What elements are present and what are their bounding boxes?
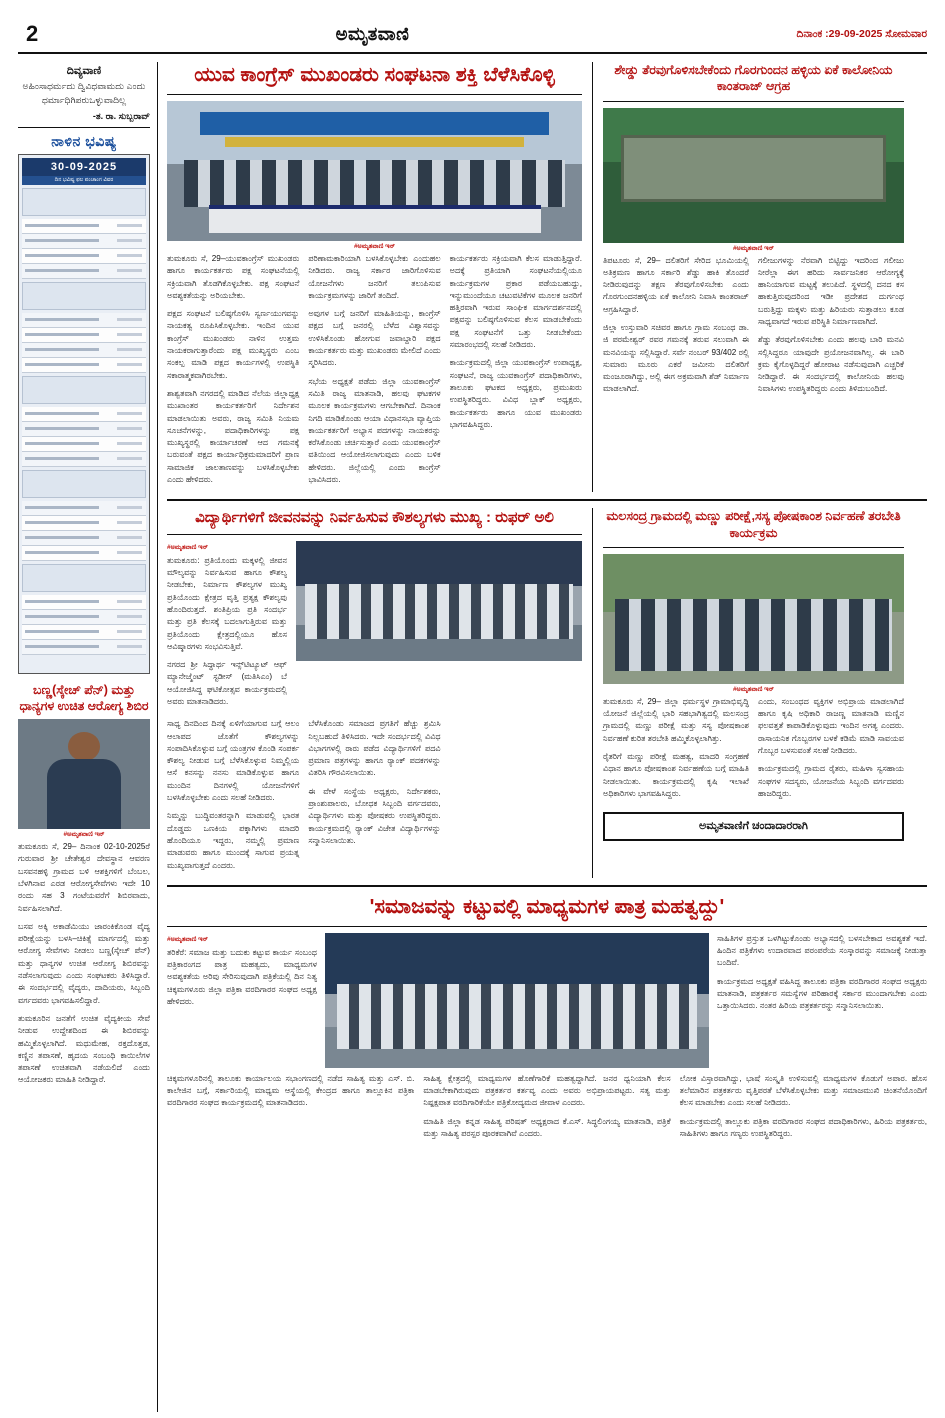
subscription-ad[interactable]: ಅಮೃತವಾಣಿಗೆ ಚಂದಾದಾರರಾಗಿ <box>603 812 904 841</box>
bottom-photo-wrap <box>325 933 709 1068</box>
horoscope-block <box>22 564 146 592</box>
horoscope-row <box>22 516 146 531</box>
paragraph: ಜಿಲ್ಲಾ ಉಸ್ತುವಾರಿ ಸಚಿವರ ಹಾಗೂ ಗ್ರಾಮ ಸಂಬಂಧ ಡಾ. ಜಿ ಪರಮೇಶ್ವರ್ ರವರ ಗಮನಕ್ಕೆ ತರುವ ಸಲುವಾಗಿ ಈ ಮನವಿಯನ್ನು ಸಲ್ಲಿಸಿದ್ದಾರೆ. ಸರ್ವೆ ನಂಬರ್ 93/402 ರಲ್ಲಿ ಸುಮಾರು ಮೂರು ಎಕರೆ ಜಮೀನು ದಲಿತರಿಗೆ ಮಂಜೂರಾಗಿದ್ದು, ಅಲ್ಲಿ ಈಗ ಅಕ್ರಮವಾಗಿ ಶೆಡ್ ನಿರ್ಮಾಣ ಮಾಡಲಾಗಿದೆ. <box>603 322 749 394</box>
mid-column-3 <box>308 718 440 878</box>
paragraph: ಕಾರ್ಯಕ್ರಮದಲ್ಲಿ ಜಿಲ್ಲಾ ಯುವಕಾಂಗ್ರೆಸ್ ಉಪಾಧ್ಯಕ್ಷ, ಸಂಘಟನೆ, ರಾಜ್ಯ ಯುವಕಾಂಗ್ರೆಸ್ ಪದಾಧಿಕಾರಿಗಳು, ತಾಲೂಕು ಘಟಕದ ಅಧ್ಯಕ್ಷರು, ಪ್ರಮುಖರು ಉಪಸ್ಥಿತರಿದ್ದರು. ವಿವಿಧ ಬ್ಲಾಕ್ ಅಧ್ಯಕ್ಷರು, ಕಾರ್ಯಕರ್ತರು ಹಾಗೂ ಯುವ ಮುಖಂಡರು ಭಾಗವಹಿಸಿದ್ದರು. <box>449 358 582 429</box>
paragraph: ತುಮಕೂರು: ಪ್ರತಿಯೊಂದು ಮಕ್ಕಳಲ್ಲಿ ಜೀವನ ಮೌಲ್ಯವನ್ನು ನಿರ್ವಹಿಸುವ ಹಾಗೂ ಕೌಶಲ್ಯ ನೀಡಬೇಕು, ನಿರ್ಮಾಣ ಕೌಶಲ್ಯಗಳ ಮುಖ್ಯ ಪ್ರತಿಯೊಂದು ಕ್ಷೇತ್ರದ ವೃತ್ತಿ ಪ್ರತ್ಯಕ್ಷ ಕೌಶಲ್ಯವು ಹೊಂದಿರುತ್ತದೆ. ಶಂತಿಪ್ರಿಯ ಪ್ರತಿ ಸಂದರ್ಭ ಮತ್ತು ಪ್ರತಿ ಕೆಲಸಕ್ಕೆ ಬದಲಾಗುತ್ತಿರುವ ಮತ್ತು ಪ್ರತಿಯೊಂದು ಕ್ಷೇತ್ರದಲ್ಲಿಯೂ ಹೊಸ ಆವಿಷ್ಕಾರಗಳು ಸಂಭವಿಸುತ್ತಿವೆ. <box>167 555 287 651</box>
lead-column-2 <box>308 253 440 492</box>
bottom-column-3 <box>423 1073 670 1146</box>
paragraph: ರೈತರಿಗೆ ಮಣ್ಣು ಪರೀಕ್ಷೆ ಮಹತ್ವ, ಮಾದರಿ ಸಂಗ್ರಹಣೆ ವಿಧಾನ ಹಾಗೂ ಪೋಷಕಾಂಶ ನಿರ್ವಹಣೆಯ ಬಗ್ಗೆ ಮಾಹಿತಿ ನೀಡಲಾಯಿತು. ಕಾರ್ಯಕ್ರಮದಲ್ಲಿ ಕೃಷಿ ಇಲಾಖೆ ಅಧಿಕಾರಿಗಳು ಭಾಗವಹಿಸಿದ್ದರು. <box>603 752 749 798</box>
bottom-body <box>167 1073 927 1146</box>
masthead <box>18 20 927 54</box>
horoscope-row <box>22 249 146 264</box>
mid-column-1 <box>167 541 287 714</box>
paragraph: ತುಮಕೂರು ಸೆ, 29–ಯುವಕಾಂಗ್ರೆಸ್ ಮುಖಂಡರು ಹಾಗೂ ಕಾರ್ಯಕರ್ತರು ಪಕ್ಷ ಸಂಘಟನೆಯಲ್ಲಿ ಸಕ್ರಿಯವಾಗಿ ತೊಡಗಿಕೊಳ್ಳಬೇಕು. ಪಕ್ಷ ಸಂಘಟನೆ ಅವಶ್ಯಕತೆಯನ್ನು ಅರಿಯಬೇಕು. <box>167 254 300 300</box>
health-camp-headline: ಬಣ್ಣ(ಸ್ಕೇಚ್ ಪೆನ್) ಮತ್ತು ಧಾನ್ಯಗಳ ಉಚಿತ ಆರೋಗ್ಯ ಶಿಬಿರ <box>19 682 149 713</box>
paragraph: ಎಂದು, ಸಂಬಂಧದ ವ್ಯಕ್ತಿಗಳ ಅಭಿಪ್ರಾಯ ಮಾಡಲಾಗಿದೆ ಹಾಗೂ ಕೃಷಿ ಅಧಿಕಾರಿ ರಾಜಣ್ಣ ಮಾತನಾಡಿ ಮಣ್ಣಿನ ಫಲವತ್ತತೆ ಕಾಪಾಡಿಕೊಳ್ಳುವುದು ಇಂದಿನ ಅಗತ್ಯ ಎಂದರು. ರಾಸಾಯನಿಕ ಗೊಬ್ಬರಗಳ ಬಳಕೆ ಕಡಿಮೆ ಮಾಡಿ ಸಾವಯವ ಗೊಬ್ಬರ ಬಳಸುವಂತೆ ಸಲಹೆ ನೀಡಿದರು. <box>758 696 904 756</box>
mid-story <box>167 508 582 878</box>
paragraph: ಕಾರ್ಯಕ್ರಮದಲ್ಲಿ ತಾಲ್ಲೂಕು ಪತ್ರಿಕಾ ವರದಿಗಾರರ ಸಂಘದ ಪದಾಧಿಕಾರಿಗಳು, ಹಿರಿಯ ಪತ್ರಕರ್ತರು, ಸಾಹಿತಿಗಳು ಹಾಗೂ ಗಣ್ಯರು ಉಪಸ್ಥಿತರಿದ್ದರು. <box>679 1116 927 1139</box>
mid-column-2 <box>167 718 299 878</box>
bottom-column-5 <box>680 1073 927 1146</box>
left-column <box>18 62 158 1412</box>
paragraph: ತುಮಕೂರು ಸೆ, 29– ಜಿಲ್ಲಾ ಧರ್ಮಸ್ಥಳ ಗ್ರಾಮಾಭಿವೃದ್ಧಿ ಯೋಜನೆ ಜಿಲ್ಲೆಯಲ್ಲಿ ಭಾರಿ ಸಹಭಾಗಿತ್ವದಲ್ಲಿ ಮಲಸಂದ್ರ ಗ್ರಾಮದಲ್ಲಿ ಮಣ್ಣು ಪರೀಕ್ಷೆ ಮತ್ತು ಸಸ್ಯ ಪೋಷಕಾಂಶ ನಿರ್ವಹಣೆ ಕುರಿತ ತರಬೇತಿ ಹಮ್ಮಿಕೊಳ್ಳಲಾಗಿತ್ತು. <box>603 696 749 743</box>
horoscope-row <box>22 437 146 452</box>
horoscope-row <box>22 546 146 561</box>
paragraph: ನಗರದ ಶ್ರೀ ಸಿದ್ಧಾರ್ಥ ಇನ್ಸ್‌ಟಿಟ್ಯೂಟ್ ಆಫ್ ಮ್ಯಾನೇಜ್ಮೆಂಟ್ ಸ್ಟಡೀಸ್ (ಮತಿಸಿಎಂ) ಬೆ ಆಯೋಜಿಸಿದ್ದ ಘಟಿಕೋತ್ಸವ ಕಾರ್ಯಕ್ರಮದಲ್ಲಿ ಅವರು ಮಾತನಾಡಿದರು. <box>167 660 287 706</box>
horoscope-row <box>22 422 146 437</box>
right-mid-photo <box>603 554 904 684</box>
right-mid-column-2 <box>758 696 904 806</box>
nalina-bhavishya-title: ನಾಳಿನ ಭವಿಷ್ಯ <box>51 132 117 149</box>
paragraph: ಬೆಳೆಸಿಕೊಂಡು ಸಮಾಜದ ಪ್ರಗತಿಗೆ ಹೆಚ್ಚು ಶ್ರಮಿಸಿ ನಿಲ್ಲಬಹುದೆ ತಿಳಿಸಿದರು. ಇದೇ ಸಂದರ್ಭದಲ್ಲಿ ವಿವಿಧ ವಿಭಾಗಗಳಲ್ಲಿ ರಾರು ಪಡೆದ ವಿದ್ಯಾರ್ಥಿಗಳಿಗೆ ಪದವಿ ಪ್ರಮಾಣ ಪತ್ರಗಳನ್ನು ಹಾಗೂ ರ‍್ಯಾಂಕ್ ಪದಕಗಳನ್ನು ವಿತರಿಸಿ ಗೌರವಿಸಲಾಯಿತು. <box>308 719 441 778</box>
photo-caption: #ಅಮೃತವಾಣಿ ಇನ್ <box>167 935 209 943</box>
mid-photo-wrap <box>296 541 582 714</box>
photo-caption: #ಅಮೃತವಾಣಿ ಇನ್ <box>353 243 396 250</box>
paragraph: ಶೆಡ್ಡು ತೆರವುಗೊಳಿಸಬೇಕು ಎಂದು ಹಲವು ಬಾರಿ ಮನವಿ ಸಲ್ಲಿಸಿದ್ದರೂ ಯಾವುದೇ ಪ್ರಯೋಜನವಾಗಿಲ್ಲ. ಈ ಬಾರಿ ಕ್ರಮ ಕೈಗೊಳ್ಳದಿದ್ದರೆ ಹೋರಾಟ ನಡೆಸುವುದಾಗಿ ಎಚ್ಚರಿಕೆ ನೀಡಿದ್ದಾರೆ. ಈ ಸಂದರ್ಭದಲ್ಲಿ ಕಾಲೋನಿಯ ಹಲವು ನಿವಾಸಿಗಳು ಉಪಸ್ಥಿತರಿದ್ದರು ಎಂದು ತಿಳಿದುಬಂದಿದೆ. <box>758 335 904 394</box>
horoscope-row <box>22 313 146 328</box>
main-column <box>158 62 927 1412</box>
mid-column-4 <box>450 718 582 878</box>
horoscope-date: 30-09-2025 <box>22 158 146 176</box>
paragraph: ಸಾಹಿತ್ಯ ಕ್ಷೇತ್ರದಲ್ಲಿ ಮಾಧ್ಯಮಗಳ ಹೊಣೆಗಾರಿಕೆ ಮಹತ್ವದ್ದಾಗಿದೆ. ಜನರ ಧ್ವನಿಯಾಗಿ ಕೆಲಸ ಮಾಡಬೇಕಾಗಿರುವುದು ಪತ್ರಕರ್ತರ ಕರ್ತವ್ಯ ಎಂದು ಅವರು ಅಭಿಪ್ರಾಯಪಟ್ಟರು. ಸತ್ಯ ಮತ್ತು ನಿಷ್ಪಕ್ಷಪಾತ ವರದಿಗಾರಿಕೆಯೇ ಪತ್ರಿಕೋದ್ಯಮದ ಜೀವಾಳ ಎಂದರು. <box>423 1073 671 1108</box>
convocation-photo <box>296 541 582 661</box>
right-top-headline: ಶೇಡ್ಡು ತೆರವುಗೊಳಿಸಬೇಕೆಂದು ಗೊರಗುಂದನ ಹಳ್ಳಿಯ ಏಕೆ ಕಾಲೋನಿಯ ಕಾಂತರಾಜ್ ಆಗ್ರಹ <box>614 63 893 94</box>
lead-photo <box>167 101 582 241</box>
right-top-column-1 <box>603 255 749 402</box>
middle-band <box>167 508 927 878</box>
horoscope-block <box>22 376 146 404</box>
horoscope-row <box>22 610 146 625</box>
horoscope-row <box>22 234 146 249</box>
top-band <box>167 62 927 492</box>
paragraph: ಕಾರ್ಯಕ್ರಮದ ಅಧ್ಯಕ್ಷತೆ ವಹಿಸಿದ್ದ ತಾಲೂಕು ಪತ್ರಿಕಾ ವರದಿಗಾರರ ಸಂಘದ ಅಧ್ಯಕ್ಷರು ಮಾತನಾಡಿ, ಪತ್ರಕರ್ತರ ಸಮಸ್ಯೆಗಳ ಪರಿಹಾರಕ್ಕೆ ಸರ್ಕಾರ ಮುಂದಾಗಬೇಕು ಎಂದು ಒತ್ತಾಯಿಸಿದರು. ನಂತರ ಹಿರಿಯ ಪತ್ರಕರ್ತರನ್ನು ಸನ್ಮಾನಿಸಲಾಯಿತು. <box>717 976 927 1011</box>
paragraph: ತಿಪಟೂರು ಸೆ, 29– ದಲಿತರಿಗೆ ಸೇರಿದ ಭೂಮಿಯಲ್ಲಿ ಅತಿಕ್ರಮಣ ಹಾಗೂ ಸರ್ಕಾರಿ ಶೆಡ್ಡು ಹಾಕಿ ತೊಂದರೆ ನೀಡಿರುವುದನ್ನು ತಕ್ಷಣ ತೆರವುಗೊಳಿಸಬೇಕು ಎಂದು ಗೊರಗುಂದನಹಳ್ಳಿಯ ಏಕೆ ಕಾಲೋನಿ ನಿವಾಸಿ ಕಾಂತರಾಜ್ ಆಗ್ರಹಿಸಿದ್ದಾರೆ. <box>603 255 749 314</box>
masthead-date: ದಿನಾಂಕ :29-09-2025 ಸೋಮವಾರ <box>796 27 927 40</box>
right-top-story <box>592 62 904 492</box>
right-top-photo <box>603 108 904 243</box>
horoscope-row <box>22 625 146 640</box>
horoscope-row <box>22 219 146 234</box>
mid-body <box>167 718 582 878</box>
press-meet-photo <box>325 933 709 1068</box>
horoscope-row <box>22 501 146 516</box>
paragraph: ತುಮಕೂರು ಸೆ, 29– ದಿನಾಂಕ 02-10-2025ರೆ ಗುರುವಾರ ಶ್ರೀ ಚೇತೇಶ್ವರ ದೇವಸ್ಥಾನ ಆವರಣ ಬಸವನಹಳ್ಳಿ ಗ್ರಾಮದ ಬಳಿ ಆಶಕ್ತಿಗಳಿಗೆ ಬೆಂಬಲ, ಬೆಳಗಿನಾವ ಎರಡ ಆರೋಗ್ಯಸೇವೆಗಳು ಇದೇ 10 ರಂದು ಸಹ 3 ಗಂಟೆಯವರೆಗೆ ಶಿಬಿರವಾದು, ನಿರ್ವಹಿಸಲಾಗಿದೆ. <box>18 842 150 913</box>
horoscope-block <box>22 188 146 216</box>
photo-caption: #ಅಮೃತವಾಣಿ ಇನ್ <box>167 543 209 551</box>
right-mid-headline: ಮಲಸಂದ್ರ ಗ್ರಾಮದಲ್ಲಿ ಮಣ್ಣು ಪರೀಕ್ಷೆ,ಸಸ್ಯ ಪೋಷಕಾಂಶ ನಿರ್ವಹಣೆ ತರಬೇತಿ ಕಾರ್ಯಕ್ರಮ <box>606 509 901 540</box>
horoscope-block <box>22 470 146 498</box>
paragraph: ಕಾರ್ಯಕರ್ತರು ಸಕ್ರಿಯವಾಗಿ ಕೆಲಸ ಮಾಡುತ್ತಿದ್ದಾರೆ. ಅದಕ್ಕೆ ಪ್ರತಿಯಾಗಿ ಸಂಘಟನೆಯಲ್ಲಿಯೂ ಕಾರ್ಯಕ್ರಮಗಳ ಪ್ರಕಾರ ಪಡೆಯಬಹುದ್ದು, ಇನ್ನುಮುಂದೆಯೂ ಚಟುವಟಿಕೆಗಳ ಮೂಲಕ ಜನರಿಗೆ ಹತ್ತಿರವಾಗಿ ಇರುವ ಸಾಂಘಿಕ ಮಾರ್ಗದರ್ಶನದಲ್ಲಿ ಪಕ್ಷವನ್ನು ಬಲಿಷ್ಠಗೊಳಿಸುವ ಕೆಲಸ ಮಾಡಬೇಕೆಂದು ಪಕ್ಷ ಸಂಘಟನೆಗೆ ಒತ್ತು ನೀಡಬೇಕೆಂದು ಸಮಾರಂಭದಲ್ಲಿ ಸಲಹೆ ನೀಡಿದರು. <box>449 254 582 350</box>
paragraph: ತರಿಕೆರೆ: ಸಮಾಜ ಮತ್ತು ಬದುಕು ಕಟ್ಟುವ ಕಾರ್ಯ ಸಂಬಂಧ ಪತ್ರಿಕಾರಂಗದ ಪಾತ್ರ ಮಹತ್ವದು, ಮಾಧ್ಯಮಗಳ ಅವಶ್ಯಕತೆಯ ಅರಿವು ಸೇರಿಸುವುದಾಗಿ ಪತ್ರಿಕೆಯಲ್ಲಿ ದಿನ ನಿತ್ಯ ಚಿಕ್ಕಮಗಳೂರು ಜಿಲ್ಲಾ ಪತ್ರಿಕಾ ವರದಿಗಾರರ ಸಂಘದ ಅಧ್ಯಕ್ಷ ಹೇಳಿದರು. <box>167 947 317 1006</box>
paragraph: ಗಲೀಜುಗಳನ್ನು ನೆರವಾಗಿ ಬಿಟ್ಟಿದ್ದು ಇದರಿಂದ ಗಲೀಜು ನೀರೆಲ್ಲಾ ಈಗ ಹರಿದು ಸಾರ್ವಜನಿಕರ ಆರೋಗ್ಯಕ್ಕೆ ಹಾನಿಯಾಗುವ ಮಟ್ಟಕ್ಕೆ ತಲುಪಿದೆ. ಸ್ಥಳದಲ್ಲಿ ದನದ ಕಸ ಹಾಕುತ್ತಿರುವುದರಿಂದ ಇಡೀ ಪ್ರದೇಶದ ದುರ್ಗಂಧ ಬರುತ್ತಿದ್ದು ಮಕ್ಕಳು ಮತ್ತು ಹಿರಿಯರು ಸುತ್ತಾಡಲು ಕೂಡ ಸಾಧ್ಯವಾಗದೆ ಇರುವ ಪರಿಸ್ಥಿತಿ ನಿರ್ಮಾಣವಾಗಿದೆ. <box>758 255 904 326</box>
page-grid <box>18 62 927 1412</box>
paragraph: ತುಮಕೂರಿನ ಜನತೆಗೆ ಉಚಿತ ವೈದ್ಯಕೀಯ ಸೇವೆ ನೀಡುವ ಉದ್ದೇಶದಿಂದ ಈ ಶಿಬಿರವನ್ನು ಹಮ್ಮಿಕೊಳ್ಳಲಾಗಿದೆ. ಮಧುಮೇಹ, ರಕ್ತದೊತ್ತಡ, ಕಣ್ಣಿನ ತಪಾಸಣೆ, ಹೃದಯ ಸಂಬಂಧಿ ಕಾಯಿಲೆಗಳ ತಪಾಸಣೆ ಉಚಿತವಾಗಿ ನಡೆಯಲಿದೆ ಎಂದು ಆಯೋಜಕರು ಮಾಹಿತಿ ನೀಡಿದ್ದಾರೆ. <box>18 1013 150 1085</box>
bottom-column-4 <box>717 933 927 1068</box>
lead-story <box>167 62 582 492</box>
horoscope-row <box>22 640 146 655</box>
bottom-story <box>167 894 927 1146</box>
photo-caption: #ಅಮೃತವಾಣಿ ಇನ್ <box>63 831 105 839</box>
paragraph: ಮಾಹಿತಿ ಜಿಲ್ಲಾ ಕನ್ನಡ ಸಾಹಿತ್ಯ ಪರಿಷತ್ ಅಧ್ಯಕ್ಷರಾದ ಕೆ.ಎಸ್. ಸಿದ್ಧಲಿಂಗಯ್ಯ ಮಾತನಾಡಿ, ಪತ್ರಿಕೆ ಮತ್ತು ಸಾಹಿತ್ಯ ಪರಸ್ಪರ ಪೂರಕವಾಗಿವೆ ಎಂದರು. <box>423 1116 671 1139</box>
bottom-headline: 'ಸಮಾಜವನ್ನು ಕಟ್ಟುವಲ್ಲಿ ಮಾಧ್ಯಮಗಳ ಪಾತ್ರ ಮಹತ್ವದ್ದು' <box>369 895 725 918</box>
paper-title: ಅಮೃತವಾಣಿ <box>335 23 410 44</box>
horoscope-rows <box>22 188 146 655</box>
horoscope-row <box>22 531 146 546</box>
lead-column-1 <box>167 253 299 492</box>
paragraph: ನಿಮ್ಮನ್ನು ಬುದ್ಧಿವಂತರನ್ನಾಗಿ ಮಾಡುವಲ್ಲಿ ಭಾರತ ದೊಡ್ಡದು ಒಣಕಿಯ ಪಕ್ಕಾಗಿಗಳು ಮಾದರಿ ಹೊಂದಿಯೂ ಇದ್ದರು, ನಮ್ಮಲ್ಲಿ ಪ್ರಮಾಣ ಮಾಡುವರು ಹಾಗೂ ಮುಂದಕ್ಕೆ ಸಾಗುವ ಪ್ರಯತ್ನ ಮುಖ್ಯವಾಗುತ್ತದೆ ಎಂದರು. <box>167 811 300 870</box>
paragraph: ಕಾರ್ಯಕ್ರಮದಲ್ಲಿ ಗ್ರಾಮದ ರೈತರು, ಮಹಿಳಾ ಸ್ವಸಹಾಯ ಸಂಘಗಳ ಸದಸ್ಯರು, ಯೋಜನೆಯ ಸಿಬ್ಬಂದಿ ವರ್ಗದವರು ಹಾಜರಿದ್ದರು. <box>758 764 904 798</box>
horoscope-row <box>22 407 146 422</box>
paragraph: ಪರಿಣಾಮಕಾರಿಯಾಗಿ ಬಳಸಿಕೊಳ್ಳಬೇಕು ಎಂದುಹಲ ನೀಡಿದರು. ರಾಜ್ಯ ಸರ್ಕಾರ ಜಾರಿಗೊಳಿಸುವ ಯೋಜನೆಗಳು ಜನರಿಗೆ ತಲುಪಿಸುವ ಕಾರ್ಯಕ್ರಮಗಳನ್ನು ಜಾರಿಗೆ ತಂದಿದೆ. <box>308 254 441 300</box>
photo-caption: #ಅಮೃತವಾಣಿ ಇನ್ <box>732 685 775 693</box>
horoscope-row <box>22 328 146 343</box>
paragraph: ಚಿಕ್ಕಮಗಳೂರಿನಲ್ಲಿ ತಾಲೂಕು ಕಾರ್ಯಾಲಯ ಸಭಾಂಗಣದಲ್ಲಿ ನಡೆದ ಸಾಹಿತ್ಯ ಮತ್ತು ಎಸ್. ಬಿ. ಕಾಲೇಜಿನ ಬಗ್ಗೆ, ಸರ್ಕಾರಿಯಲ್ಲಿ ಮಾಧ್ಯಮ ಆಸ್ಥೆಯಲ್ಲಿ ಕೇಂದ್ರದ ಹಾಗೂ ತಾಲ್ಲೂಕಿನ ಪತ್ರಿಕಾ ವರದಿಗಾರರ ಸಂಘದ ಕಾರ್ಯಕ್ರಮದಲ್ಲಿ ಮಾತನಾಡಿದರು. <box>167 1073 415 1108</box>
right-top-column-2 <box>758 255 904 402</box>
bottom-top-row <box>167 933 927 1068</box>
bottom-column-2 <box>167 1073 414 1146</box>
paragraph: ಬಸವ ಅಕ್ಕಿ ಅಕಾಡೆಮಿಯು ಜಾರಂಕಿಕೊಂಡ ವೈದ್ಯ ಪರೀಕ್ಷೆಯನ್ನು ಬಳಸಿ–ಚಿಕಿತ್ಸೆ ಮಾರ್ಗದಲ್ಲಿ ಮತ್ತು ಆರೋಗ್ಯ ಸೇವೆಗಳು ನೀಡಲು ಬಣ್ಣ(ಸ್ಕೇಚ್ ಪೆನ್) ಮತ್ತು ಧಾನ್ಯಗಳ ಉಚಿತ ಆರೋಗ್ಯ ಶಿಬಿರವನ್ನು ನಡೆಸಲಾಗುವುದು ಎಂದು ಸಂಘಟಕರು ತಿಳಿಸಿದ್ದಾರೆ. ಈ ಸಂದರ್ಭದಲ್ಲಿ ವೈದ್ಯರು, ದಾದಿಯರು, ಸಿಬ್ಬಂದಿ ವರ್ಗದವರು ಭಾಗವಹಿಸಲಿದ್ದಾರೆ. <box>18 921 150 1005</box>
mid-top-row <box>167 541 582 714</box>
divyavani-title: ದಿವ್ಯವಾಣಿ <box>66 65 102 77</box>
lead-headline: ಯುವ ಕಾಂಗ್ರೆಸ್ ಮುಖಂಡರು ಸಂಘಟನಾ ಶಕ್ತಿ ಬೆಳೆಸಿಕೊಳ್ಳಿ <box>194 64 555 86</box>
paragraph: ಈ ವೇಳೆ ಸಂಸ್ಥೆಯ ಅಧ್ಯಕ್ಷರು, ನಿರ್ದೇಶಕರು, ಪ್ರಾಂಶುಪಾಲರು, ಬೋಧಕ ಸಿಬ್ಬಂದಿ ವರ್ಗದವರು, ವಿದ್ಯಾರ್ಥಿಗಳು ಮತ್ತು ಪೋಷಕರು ಉಪಸ್ಥಿತರಿದ್ದರು. ಕಾರ್ಯಕ್ರಮದಲ್ಲಿ ರ‍್ಯಾಂಕ್ ವಿಜೇತ ವಿದ್ಯಾರ್ಥಿಗಳನ್ನು ಸನ್ಮಾನಿಸಲಾಯಿತು. <box>308 786 441 845</box>
lead-body <box>167 253 582 492</box>
paragraph: ಸಾಹಿತಿಗಳ ಪ್ರಸ್ತುತ ಒಳಗಿಟ್ಟುಕೊಂಡು ಅಭ್ಯಾಸದಲ್ಲಿ ಬಳಸಬೇಕಾದ ಅವಶ್ಯಕತೆ ಇದೆ. ಹಿಂದಿನ ಪತ್ರಿಕೆಗಳು ಉದಾರವಾದ ಪರಂಪರೆಯ ಸಂಸ್ಕಾರವನ್ನು ಸಮಾಜಕ್ಕೆ ನೀಡುತ್ತಾ ಬಂದಿವೆ. <box>717 933 927 968</box>
horoscope-block <box>22 282 146 310</box>
horoscope-row <box>22 595 146 610</box>
right-top-body <box>603 255 904 402</box>
horoscope-subtitle: ದಿನ ಭವಿಷ್ಯ ಫಲ ಪಂಚಾಂಗ ವಿವರ <box>22 176 146 185</box>
paragraph: ಸಭೆಯ ಅಧ್ಯಕ್ಷತೆ ಪಡೆದು ಜಿಲ್ಲಾ ಯುವಕಾಂಗ್ರೆಸ್ ಸಮಿತಿ ರಾಜ್ಯ ಮಾತನಾಡಿ, ಹಲವು ಘಟಕಗಳ ಮೂಲಕ ಕಾರ್ಯಕ್ರಮಗಳು ಆಗಬೇಕಾಗಿದೆ. ದಿನಾಂಕ ನಿಗದಿ ಮಾಡಿಕೊಂಡು ಆಯಾ ವಿಧಾನಸಭಾ ವ್ಯಾಪ್ತಿಯ ಕಾರ್ಯಕರ್ತರಿಗೆ ಅಭ್ಯಾಸ ಪದಗಳನ್ನು ನಾಯಕರನ್ನು ಕರೆಸಿಕೊಂಡು ಚರ್ಚಿಸುತ್ತಾರೆ ಎಂದು ಯುವಕಾಂಗ್ರೆಸ್ ವತಿಯಿಂದ ಆಯೋಜಿಸಲಾಗುವುದು ಎಂದು ಬಳಿಕ ಹೇಳಿದರು. ಜಿಲ್ಲೆಯಲ್ಲಿ ಎಂದು ಕಾಂಗ್ರೆಸ್ ಭಾವಿಸಿದರು. <box>308 376 441 485</box>
right-mid-body <box>603 696 904 806</box>
divyavani-signature: -ತ. ರಾ. ಸುಬ್ಬರಾವ್ <box>92 110 150 121</box>
photo-caption: #ಅಮೃತವಾಣಿ ಇನ್ <box>732 244 775 252</box>
paragraph: ಸಾಧ್ಯ ದಿನದಿಂದ ದಿನಕ್ಕೆ ಏಳಿಗೆಯಾಗುವ ಬಗ್ಗೆ ಆಲಂ ಆಲಾಪದ ಜೊತೆಗೆ ಕೌಶಲ್ಯಗಳನ್ನು ಸಂಪಾದಿಸಿಕೊಳ್ಳುವ ಬಗ್ಗೆ ಯಂತ್ರಗಳ ಕೊಂಡಿ ಸಂಪರ್ಕ ಕೌಶಲ್ಯ ನೀಡುವ ಬಗ್ಗೆ ಬೆಳೆಸಿಕೊಳ್ಳುವ ನಿಮ್ಮಲ್ಲಿಯ ಆಸೆ ಕನಸನ್ನು ನನಸು ಮಾಡಿಕೊಳ್ಳುವ ಹಾಗೂ ಮುಂದಿನ ದಿನಗಳಲ್ಲಿ ಯೋಜನೆಗಳಿಗೆ ಬಳಸಿಕೊಳ್ಳಬೇಕು ಎಂದು ಸಲಹೆ ನೀಡಿದರು. <box>167 719 300 803</box>
horoscope-row <box>22 343 146 358</box>
speaker-photo <box>18 719 150 829</box>
divyavani-text: ಅಹಿಂಸಾಧರ್ಮದು ದ್ವಿವಿಧವಾಮದು ಎಂದು ಧರ್ಮಾಧಿಗಿಪರುಒಳ್ಳುವಾದಿಲ್ಲ <box>22 81 146 105</box>
mid-headline: ವಿದ್ಯಾರ್ಥಿಗಳಿಗೆ ಜೀವನವನ್ನು ನಿರ್ವಹಿಸುವ ಕೌಶಲ್ಯಗಳು ಮುಖ್ಯ : ರುಫರ್ ಅಲಿ <box>195 509 554 527</box>
paragraph: ಶಾಶ್ವತವಾಗಿ ನಗರದಲ್ಲಿ ಮಾಡಿದ ನೆಲೆಯ ಜಿಲ್ಲಾಧ್ಯಕ್ಷ ಮುಖಾಂತರ ಕಾರ್ಯಕರ್ತರಿಗೆ ನಿರ್ದೇಶನ ಮಾಡಲಾಯಿತು ಅವರು, ರಾಜ್ಯ ಸಮಿತಿ ನಿಯಮ ಸೂಚನೆಗಳನ್ನು, ಪದಾಧಿಕಾರಿಗಳನ್ನು ಪಕ್ಷ ಮುಖ್ಯಸ್ಥರಲ್ಲಿ ಕಾರ್ಯಾಚರಣೆ ಆದ ಗಮನಕ್ಕೆ ಬರುವಂತೆ ಪಕ್ಷದ ಕಾರ್ಯಾಧಿಕ್ರಮಮಾದರಿಗೆ ಪ್ರಾಣ ಸಾಮಾಜಿಕ ಜಾಲತಾಣವನ್ನು ಬಳಸಿಕೊಳ್ಳಬೇಕು ಎಂದು ಹೇಳಿದರು. <box>167 388 300 485</box>
horoscope-row <box>22 264 146 279</box>
bottom-column-1 <box>167 933 317 1068</box>
right-mid-column-1 <box>603 696 749 806</box>
divyavani-box <box>18 62 150 128</box>
paragraph: ಪಕ್ಷದ ಸಂಘಟನೆ ಬಲಿಷ್ಠಗೊಳಿಸಿ ಸ್ವರ್ಣಯುಗವನ್ನು ನಾಯಕತ್ವ ರೂಪಿಸಿಕೊಳ್ಳಬೇಕು. ಇಂದಿನ ಯುವ ಕಾಂಗ್ರೆಸ್ ಮುಖಂಡರು ನಾಳಿನ ಉತ್ತಮ ನಾಯಕರಾಗುತ್ತಾರೆಂದು ಪಕ್ಷ ಮುಖ್ಯಸ್ಥರು ಎಂಬ ಸಂಕಲ್ಪ ಮಾಡಿ ಪಕ್ಷದ ಕಾರ್ಯಗಳಲ್ಲಿ ಉಪಸ್ಥಿತಿ ಸಕಾರಾತ್ಮಕವಾಗಿರಬೇಕು. <box>167 309 300 380</box>
horoscope-table <box>18 154 150 674</box>
page-number: 2 <box>26 21 39 46</box>
health-camp-body <box>18 841 150 1087</box>
horoscope-row <box>22 358 146 373</box>
right-mid-story <box>592 508 904 878</box>
horoscope-row <box>22 452 146 467</box>
lead-column-3 <box>450 253 582 492</box>
paragraph: ಲೋಕ ವಿಸ್ತಾರವಾಗಿದ್ದು, ಭಾಷೆ ಸಂಸ್ಕೃತಿ ಉಳಿಸುವಲ್ಲಿ ಮಾಧ್ಯಮಗಳ ಕೊಡುಗೆ ಅಪಾರ. ಹೊಸ ತಲೆಮಾರಿನ ಪತ್ರಕರ್ತರು ವೃತ್ತಿಪರತೆ ಬೆಳೆಸಿಕೊಳ್ಳಬೇಕು ಮತ್ತು ಸಮಾಜಮುಖಿ ಚಿಂತನೆಯೊಂದಿಗೆ ಕೆಲಸ ಮಾಡಬೇಕು ಎಂದು ಸಲಹೆ ನೀಡಿದರು. <box>679 1073 927 1108</box>
paragraph: ಅವುಗಳ ಬಗ್ಗೆ ಜನರಿಗೆ ಮಾಹಿತಿಯನ್ನು, ಕಾಂಗ್ರೆಸ್ ಪಕ್ಷದ ಬಗ್ಗೆ ಜನರಲ್ಲಿ ಬೆಳೆದ ವಿಶ್ವಾಸವನ್ನು ಉಳಿಸಿಕೊಂಡು ಹೋಗುವ ಜವಾಬ್ದಾರಿ ಪಕ್ಷದ ಕಾರ್ಯಕರ್ತರು ಮತ್ತು ಮುಖಂಡರು ಮೇಲಿದೆ ಎಂದು ಸ್ಮರಿಸಿದರು. <box>308 309 441 368</box>
